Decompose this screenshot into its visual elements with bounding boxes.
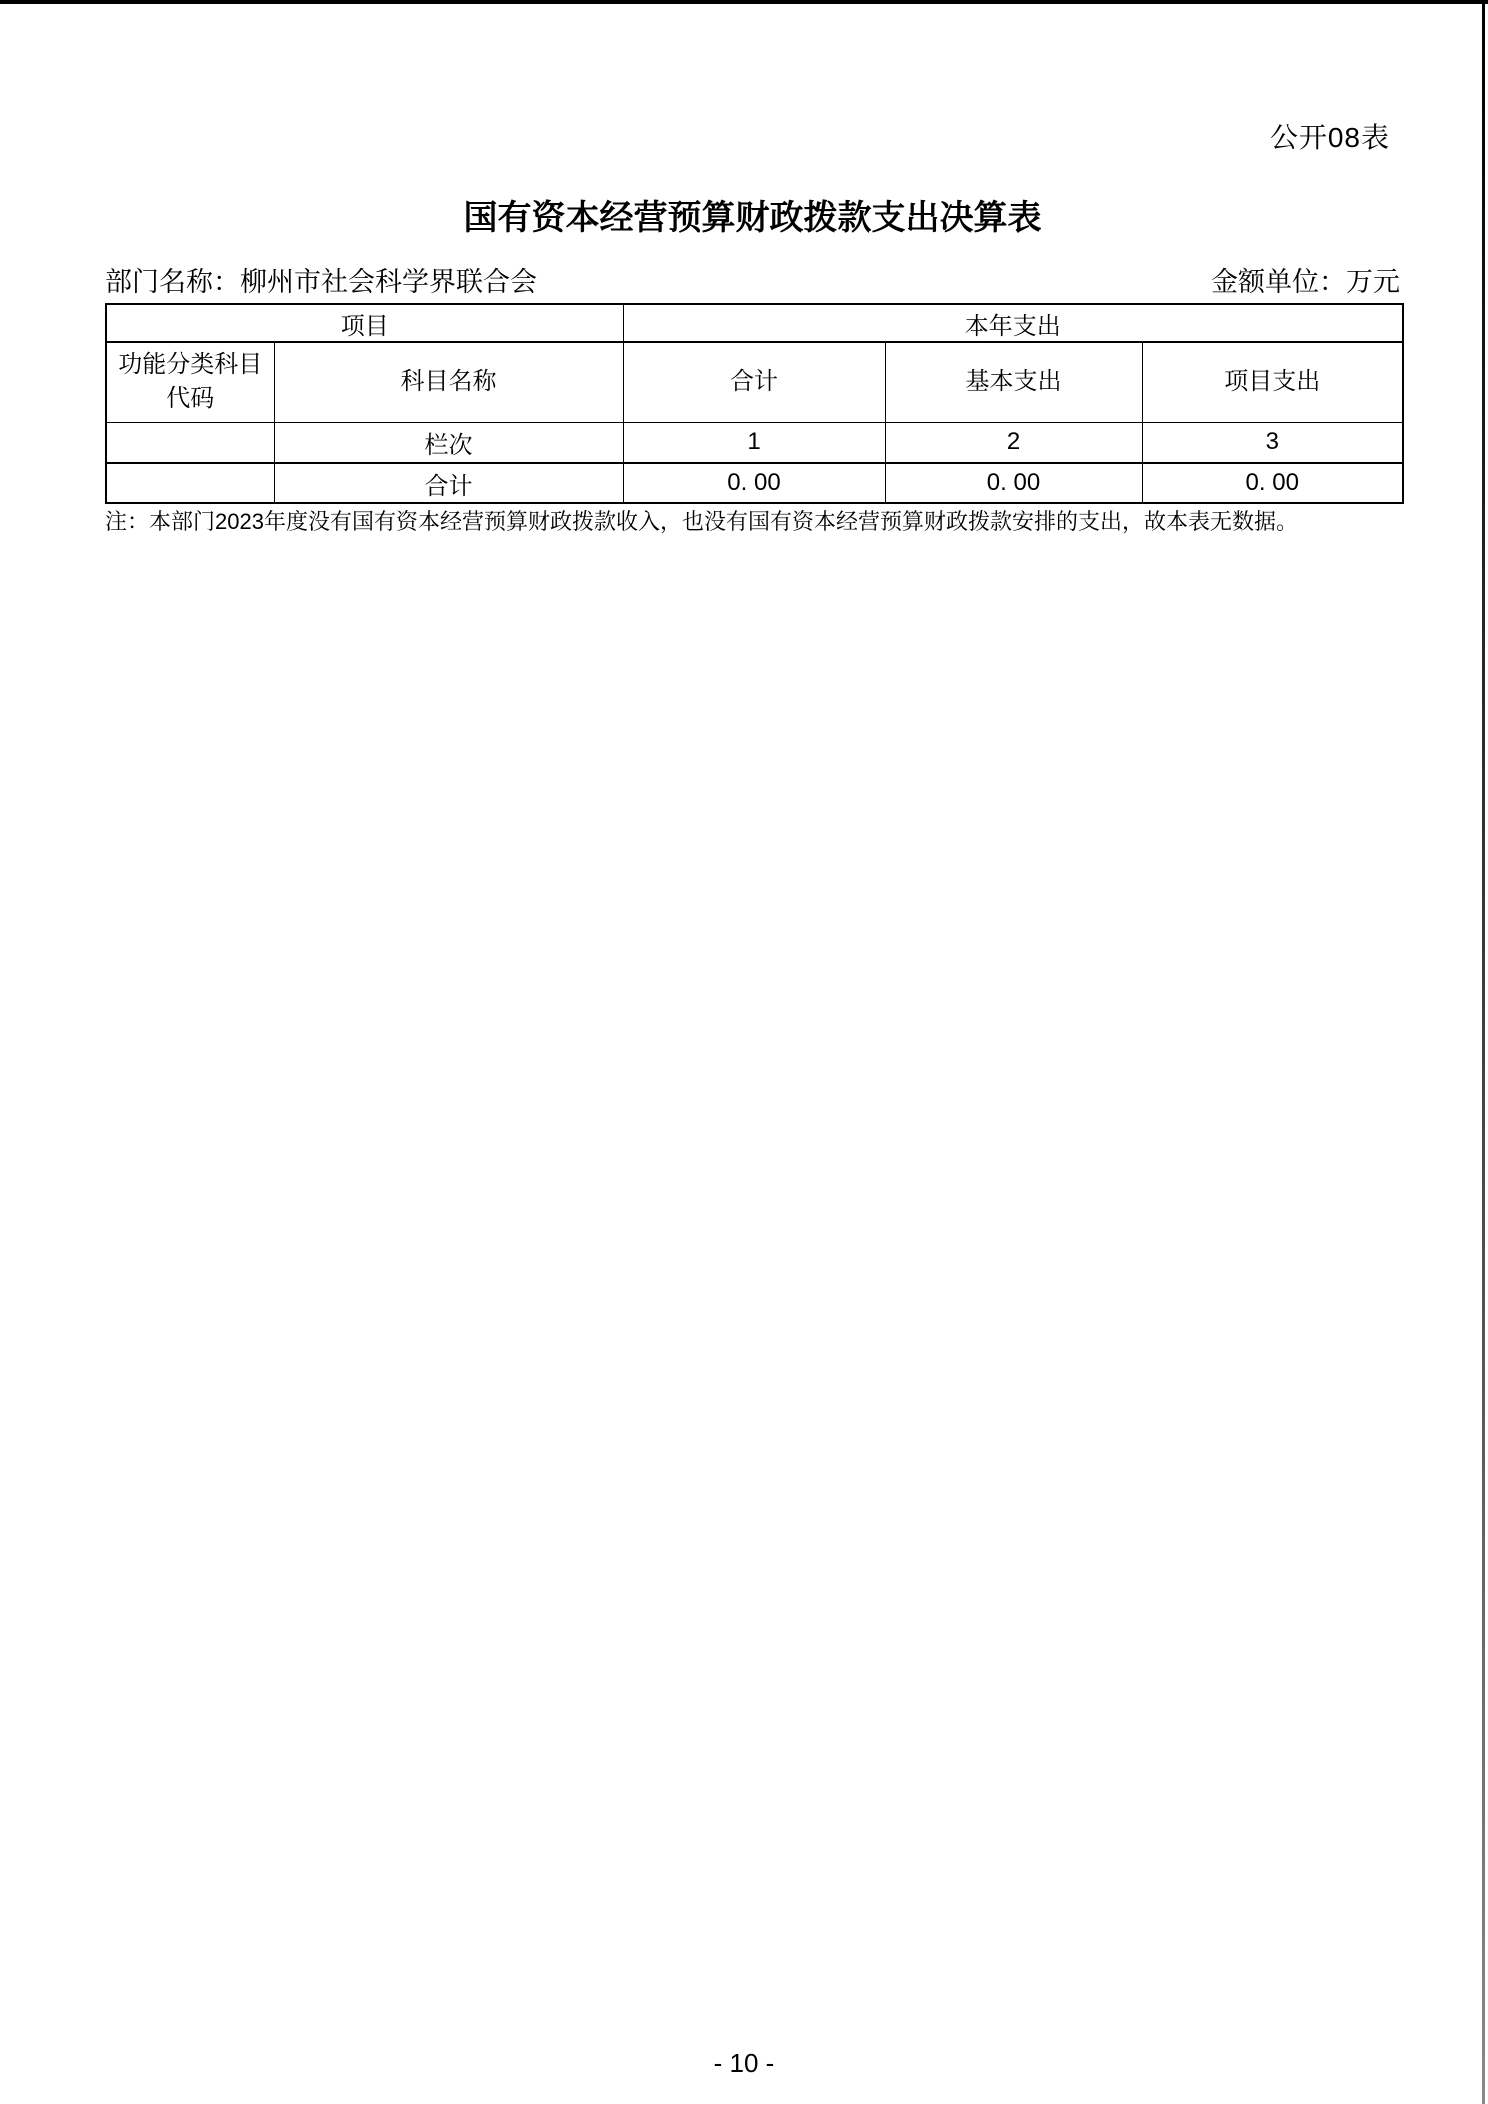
amount-unit-label: 金额单位：万元	[1211, 267, 1400, 297]
header-project-expense: 项目支出	[1142, 342, 1403, 422]
header-year-expense-group: 本年支出	[623, 304, 1403, 342]
header-function-code	[106, 342, 274, 422]
table-note: 注：本部门2023年度没有国有资本经营预算财政拨款收入，也没有国有资本经营预算财政拨款安排的支出，故本表无数据。	[105, 509, 1298, 534]
table-group-header-row	[106, 304, 1403, 342]
budget-table	[105, 303, 1404, 504]
page-title: 国有资本经营预算财政拨款支出决算表	[463, 199, 1042, 237]
total-row-total-value: 0. 00	[623, 463, 885, 503]
header-total: 合计	[623, 342, 885, 422]
department-name-label: 部门名称：柳州市社会科学界联合会	[105, 267, 537, 297]
header-function-code-line1: 功能分类科目	[118, 351, 263, 379]
index-cell-1: 1	[623, 422, 885, 463]
header-function-code-line2: 代码	[166, 385, 215, 413]
index-cell-2: 2	[885, 422, 1142, 463]
column-index-row	[106, 422, 1403, 463]
total-row-basic-value: 0. 00	[885, 463, 1142, 503]
index-cell-3: 3	[1142, 422, 1403, 463]
total-row-code-cell	[106, 463, 274, 503]
total-row-project-value: 0. 00	[1142, 463, 1403, 503]
header-basic-expense: 基本支出	[885, 342, 1142, 422]
header-project-group: 项目	[106, 304, 623, 342]
total-row-label: 合计	[274, 463, 623, 503]
page-number: - 10 -	[713, 2048, 775, 2078]
header-subject-name: 科目名称	[274, 342, 623, 422]
total-row	[106, 463, 1403, 503]
index-cell-code	[106, 422, 274, 463]
table-column-header-row	[106, 342, 1403, 422]
scan-edge-right	[1482, 0, 1485, 2104]
form-code-label: 公开08表	[1269, 122, 1390, 153]
meta-row	[105, 260, 1400, 299]
scan-edge-top	[0, 0, 1488, 4]
index-cell-label: 栏次	[274, 422, 623, 463]
